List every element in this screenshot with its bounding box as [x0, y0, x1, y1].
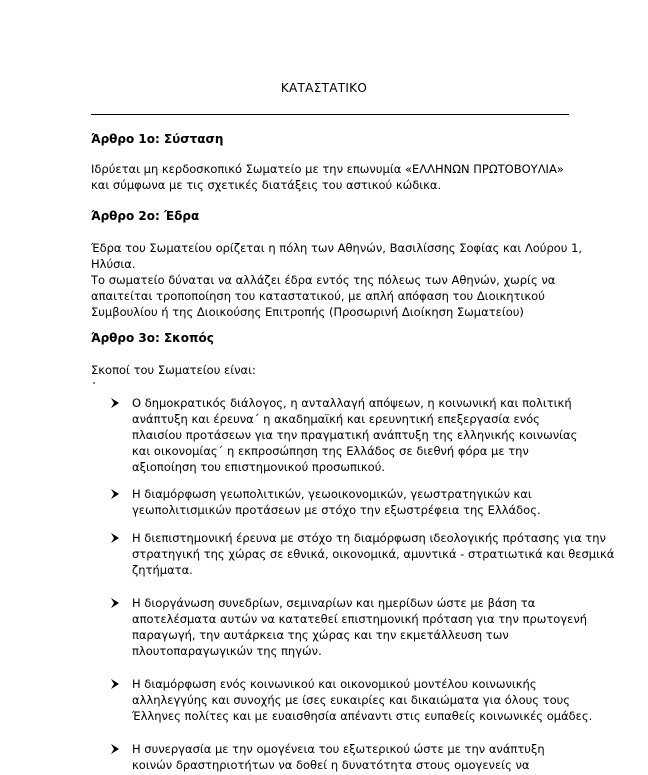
document-title: ΚΑΤΑΣΤΑΤΙΚΟ — [280, 81, 368, 95]
list-item-line: Ο δημοκρατικός διάλογος, η ανταλλαγή απόψεων, η κοινωνική και πολιτική — [132, 396, 572, 410]
arrow-bullet-icon — [110, 597, 120, 609]
list-item-line: γεωπολιτισμικών προτάσεων με στόχο την εξωστρέφεια της Ελλάδος. — [132, 503, 541, 517]
list-item-line: αποτελέσματα αυτών να κατατεθεί επιστημονική πρόταση για την πρωτογενή — [132, 612, 588, 626]
article-3-heading: Άρθρο 3ο: Σκοπός — [91, 331, 214, 345]
list-item-line: και οικονομίας΄ η εκπροσώπηση της Ελλάδος σε διεθνή φόρα με την — [132, 444, 529, 458]
article-2-heading: Άρθρο 2ο: Έδρα — [91, 209, 200, 223]
list-item-line: Η διοργάνωση συνεδρίων, σεμιναρίων και ημερίδων ώστε με βάση τα — [132, 596, 536, 610]
article-2-line: Ηλύσια. — [91, 257, 136, 271]
article-2-text — [91, 240, 581, 320]
article-2-line: Το σωματείο δύναται να αλλάζει έδρα εντός της πόλεως των Αθηνών, χωρίς να — [91, 273, 556, 287]
arrow-bullet-icon — [110, 532, 120, 544]
list-item-line: Η διεπιστημονική έρευνα με στόχο τη διαμόρφωση ιδεολογικής πρότασης για την — [132, 531, 606, 545]
arrow-bullet-icon — [110, 678, 120, 690]
article-1-line: και σύμφωνα με τις σχετικές διατάξεις του αστικού κώδικα. — [91, 178, 442, 192]
article-2-line: Έδρα του Σωματείου ορίζεται η πόλη των Αθηνών, Βασιλίσσης Σοφίας και Λούρου 1, — [91, 241, 583, 255]
list-item-line: στρατηγική της χώρας σε εθνικά, οικονομικά, αμυντικά - στρατιωτικά και θεσμικά — [132, 547, 615, 561]
list-item-line: πλαισίου προτάσεων για την πραγματική ανάπτυξη της ελληνικής κοινωνίας — [132, 428, 578, 442]
list-item-line: Η συνεργασία με την ομογένεια του εξωτερικού ώστε με την ανάπτυξη — [132, 742, 545, 756]
article-2-line: απαιτείται τροποποίηση του καταστατικού, με απλή απόφαση του Διοικητικού — [91, 289, 545, 303]
list-item-line: Έλληνες πολίτες και με ευαισθησία απέναντι στις ευπαθείς κοινωνικές ομάδες. — [132, 709, 593, 723]
stray-mark — [93, 382, 95, 384]
list-item-line: κοινών δραστηριοτήτων να δοθεί η δυνατότητα στους ομογενείς να — [132, 758, 530, 772]
article-1-text — [91, 161, 581, 193]
list-item-line: αλληλεγγύης και συνοχής με ίσες ευκαιρίες και δικαιώματα για όλους τους — [132, 693, 571, 707]
list-item-line: ανάπτυξη και έρευνα΄ η ακαδημαϊκή και ερευνητική επεξεργασία ενός — [132, 412, 540, 426]
arrow-bullet-icon — [110, 743, 120, 755]
list-item-line: αξιοποίηση του επιστημονικού προσωπικού. — [132, 460, 385, 474]
list-item-line: πλουτοπαραγωγικών της πηγών. — [132, 644, 322, 658]
arrow-bullet-icon — [110, 397, 120, 409]
list-item-line: Η διαμόρφωση ενός κοινωνικού και οικονομικού μοντέλου κοινωνικής — [132, 677, 537, 691]
article-3-intro: Σκοποί του Σωματείου είναι: — [91, 363, 256, 377]
list-item-line: ζητήματα. — [132, 563, 193, 577]
list-item-line: παραγωγή, την αυτάρκεια της χώρας και την εκμετάλλευση των — [132, 628, 509, 642]
title-underline — [91, 114, 569, 115]
article-1-heading: Άρθρο 1ο: Σύσταση — [91, 132, 224, 146]
list-item-line: Η διαμόρφωση γεωπολιτικών, γεωοικονομικών, γεωστρατηγικών και — [132, 487, 532, 501]
article-1-line: Ιδρύεται μη κερδοσκοπικό Σωματείο με την επωνυμία «ΕΛΛΗΝΩΝ ΠΡΩΤΟΒΟΥΛΙΑ» — [91, 162, 564, 176]
article-2-line: Συμβουλίου ή της Διοικούσης Επιτροπής (Προσωρινή Διοίκηση Σωματείου) — [91, 305, 524, 319]
arrow-bullet-icon — [110, 488, 120, 500]
